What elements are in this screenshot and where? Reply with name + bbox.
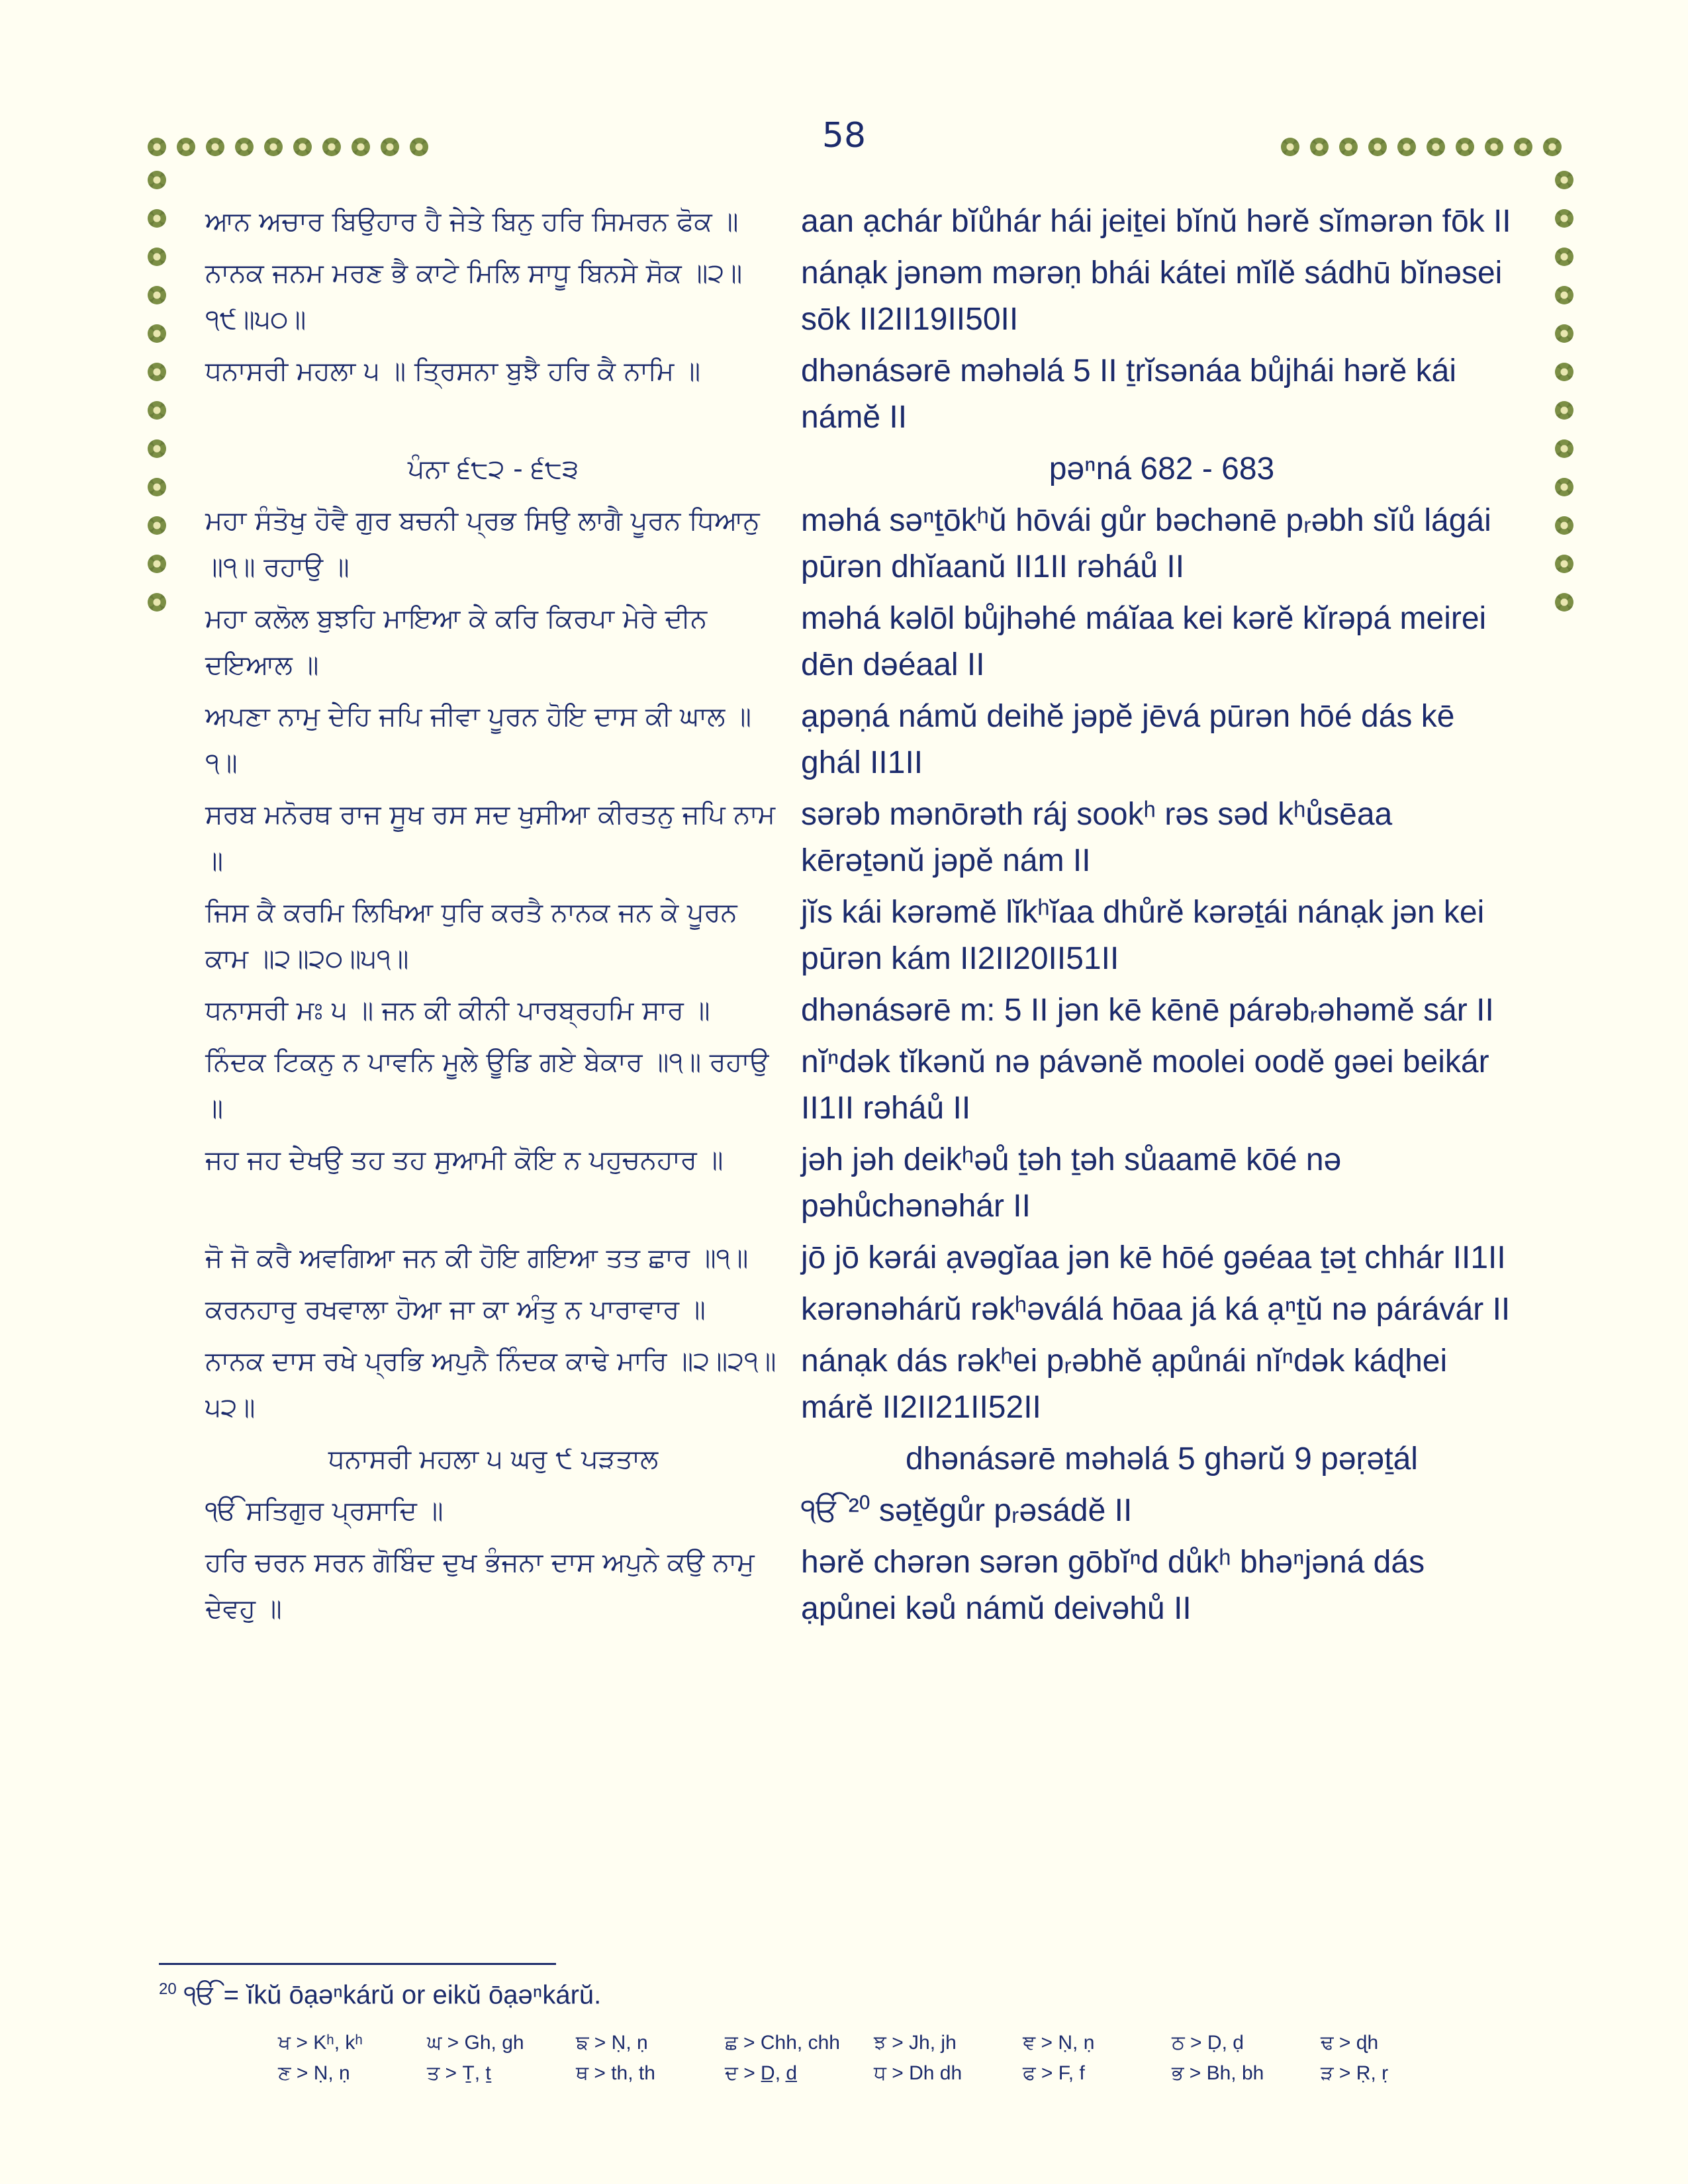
gurmukhi-text: ਜਹ ਜਹ ਦੇਖਉ ਤਹ ਤਹ ਸੁਆਮੀ ਕੋਇ ਨ ਪਹੁਚਨਹਾਰ ॥ xyxy=(205,1145,724,1175)
flower-ornament-icon xyxy=(1308,136,1331,158)
footnote-rule xyxy=(159,1963,556,1965)
verse-row xyxy=(205,987,1523,1034)
footnote-text: ੴ = ĭkŭ ōạəⁿkárŭ or eikŭ ōạəⁿkárŭ. xyxy=(183,1980,602,2010)
flower-ornament-icon xyxy=(146,399,168,422)
flower-ornament-icon xyxy=(146,322,168,345)
flower-ornament-icon xyxy=(291,136,314,158)
verse-row xyxy=(205,1039,1523,1132)
page-number: 58 xyxy=(821,116,867,156)
transliteration-text: nánạk dás rəkʰei pᵣəbhĕ ạpůnái nĭⁿdək káɖhei márĕ II2II21II52II xyxy=(801,1343,1448,1425)
flower-ornament-icon xyxy=(1553,207,1575,230)
flower-ornament-icon xyxy=(1279,136,1301,158)
gurmukhi-text: ਪੰਨਾ ੬੮੨ - ੬੮੩ xyxy=(407,454,579,484)
flower-ornament-icon xyxy=(1483,136,1505,158)
transliteration-text: məhá səⁿṯōkʰŭ hōvái gůr bəchənē pᵣəbh sĭů lágái pūrən dhĭaanŭ II1II rəháů II xyxy=(801,503,1491,584)
transliteration-text: jĭs kái kərəmĕ lĭkʰĭaa dhůrĕ kərəṯái nánạk jən kei pūrən kám II2II20II51II xyxy=(801,895,1485,976)
flower-ornament-icon xyxy=(1553,591,1575,614)
flower-ornament-icon xyxy=(146,553,168,575)
flower-ornament-icon xyxy=(1366,136,1389,158)
gurmukhi-text: ਸਰਬ ਮਨੋਰਥ ਰਾਜ ਸੂਖ ਰਸ ਸਦ ਖੁਸੀਆ ਕੀਰਤਨੁ ਜਪਿ ਨਾਮ ॥ xyxy=(205,799,776,876)
key-entry: ਞ > Ṇ, ṇ xyxy=(1023,2032,1095,2054)
transliteration-text: dhənásərē məhəlá 5 II ṯrĭsənáa bůjhái hərĕ kái námĕ II xyxy=(801,353,1456,435)
gurmukhi-text: ਹਰਿ ਚਰਨ ਸਰਨ ਗੋਬਿੰਦ ਦੁਖ ਭੰਜਨਾ ਦਾਸ ਅਪੁਨੇ ਕਉ ਨਾਮੁ ਦੇਵਹੁ ॥ xyxy=(205,1547,755,1624)
gurmukhi-text: ਨਾਨਕ ਜਨਮ ਮਰਣ ਭੈ ਕਾਟੇ ਮਿਲਿ ਸਾਧੂ ਬਿਨਸੇ ਸੋਕ ॥੨॥੧੯॥੫੦॥ xyxy=(205,258,743,335)
gurmukhi-text: ਆਨ ਅਚਾਰ ਬਿਉਹਾਰ ਹੈ ਜੇਤੇ ਬਿਨੁ ਹਰਿ ਸਿਮਰਨ ਫੋਕ ॥ xyxy=(205,206,739,237)
flower-ornament-icon xyxy=(1553,553,1575,575)
flower-ornament-icon xyxy=(320,136,343,158)
flower-ornament-icon xyxy=(379,136,401,158)
transliteration-key xyxy=(278,2032,1470,2085)
gurmukhi-text: ਧਨਾਸਰੀ ਮਹਲਾ ੫ ॥ ਤ੍ਰਿਸਨਾ ਬੁਝੈ ਹਰਿ ਕੈ ਨਾਮਿ ॥ xyxy=(205,356,701,387)
flower-ornament-icon xyxy=(146,246,168,268)
flower-ornament-icon xyxy=(146,437,168,460)
gurmukhi-text: ਨਾਨਕ ਦਾਸ ਰਖੇ ਪ੍ਰਭਿ ਅਪੁਨੈ ਨਿੰਦਕ ਕਾਢੇ ਮਾਰਿ ॥੨॥੨੧॥੫੨॥ xyxy=(205,1346,776,1423)
key-entry: ਥ > th, th xyxy=(576,2062,655,2084)
verse-row xyxy=(205,1287,1523,1333)
verse-row xyxy=(205,792,1523,884)
key-entry: ਧ > Dh dh xyxy=(874,2062,962,2084)
flower-ornament-icon xyxy=(1553,476,1575,498)
transliteration-text: nĭⁿdək tĭkənŭ nə pávənĕ moolei oodĕ gəei beikár II1II rəháů II xyxy=(801,1044,1489,1126)
key-entry: ੜ > Ṛ, ṛ xyxy=(1321,2062,1389,2084)
verse-row xyxy=(205,250,1523,343)
flower-ornament-icon xyxy=(146,514,168,537)
flower-ornament-icon xyxy=(146,361,168,383)
flower-ornament-icon xyxy=(1553,514,1575,537)
verse-row xyxy=(205,1488,1523,1534)
transliteration-text: pəⁿná 682 - 683 xyxy=(1049,451,1275,486)
border-right xyxy=(1553,169,1579,614)
verse-row xyxy=(205,1539,1523,1632)
key-entry: ਘ > Gh, gh xyxy=(427,2032,524,2054)
flower-ornament-icon xyxy=(1553,361,1575,383)
flower-ornament-icon xyxy=(1553,246,1575,268)
verse-row xyxy=(205,348,1523,441)
transliteration-text: hərĕ chərən sərən gōbĭⁿd důkʰ bhəⁿjəná dás ạpůnei kəů námŭ deivəhů II xyxy=(801,1545,1425,1626)
key-entry: ਫ > F, f xyxy=(1023,2062,1085,2084)
transliteration-text: sərəb mənōrəth ráj sookʰ rəs səd kʰůsēaa kērəṯənŭ jəpĕ nám II xyxy=(801,797,1393,878)
gurmukhi-text: ੴ ਸਤਿਗੁਰ ਪ੍ਰਸਾਦਿ ॥ xyxy=(205,1496,444,1526)
verse-row xyxy=(205,1137,1523,1230)
flower-ornament-icon xyxy=(146,207,168,230)
gurmukhi-text: ਜਿਸ ਕੈ ਕਰਮਿ ਲਿਖਿਆ ਧੁਰਿ ਕਰਤੈ ਨਾਨਕ ਜਨ ਕੇ ਪੂਰਨ ਕਾਮ ॥੨॥੨੦॥੫੧॥ xyxy=(205,897,737,974)
flower-ornament-icon xyxy=(146,476,168,498)
flower-ornament-icon xyxy=(146,169,168,191)
flower-ornament-icon xyxy=(1425,136,1447,158)
verse-table xyxy=(205,199,1523,1637)
verse-row xyxy=(205,446,1523,492)
verse-row xyxy=(205,694,1523,786)
flower-ornament-icon xyxy=(1337,136,1360,158)
flower-ornament-icon xyxy=(1541,136,1564,158)
flower-ornament-icon xyxy=(1553,399,1575,422)
transliteration-text: məhá kəlōl bůjhəhé máĭaa kei kərĕ kĭrəpá meirei dēn dəéaal II xyxy=(801,601,1487,682)
flower-ornament-icon xyxy=(146,591,168,614)
key-entry: ਖ > Kʰ, kʰ xyxy=(278,2032,363,2054)
transliteration-text: ੴ ²⁰ səṯĕgůr pᵣəsádĕ II xyxy=(801,1493,1133,1528)
flower-ornament-icon xyxy=(1553,437,1575,460)
key-entry: ਭ > Bh, bh xyxy=(1172,2062,1264,2084)
transliteration-text: kərənəhárŭ rəkʰəválá hōaa já ká ạⁿṯŭ nə párávár II xyxy=(801,1292,1511,1327)
verse-row xyxy=(205,596,1523,688)
flower-ornament-icon xyxy=(408,136,430,158)
key-entry: ਙ > Ṇ, ṇ xyxy=(576,2032,648,2054)
border-top-left xyxy=(146,136,430,162)
key-entry: ਢ > ɖh xyxy=(1321,2032,1379,2054)
transliteration-text: nánạk jənəm mərəṇ bhái kátei mĭlĕ sádhū bĭnəsei sōk II2II19II50II xyxy=(801,255,1503,337)
transliteration-text: dhənásərē m: 5 II jən kē kēnē párəbᵣəhəmĕ sár II xyxy=(801,993,1494,1028)
transliteration-text: aan ạchár bĭůhár hái jeiṯei bĭnŭ hərĕ sĭmərən fōk II xyxy=(801,204,1511,239)
flower-ornament-icon xyxy=(1454,136,1476,158)
transliteration-text: ạpəṇá námŭ deihĕ jəpĕ jēvá pūrən hōé dás kē ghál II1II xyxy=(801,699,1455,780)
transliteration-text: jəh jəh deikʰəů ṯəh ṯəh sůaamē kōé nə pəhůchənəhár II xyxy=(801,1142,1342,1224)
verse-row xyxy=(205,1338,1523,1431)
key-entry: ਣ > Ṇ, ṇ xyxy=(278,2062,350,2084)
footnote-mark: 20 xyxy=(159,1980,177,1998)
key-entry: ਠ > Ḍ, ḍ xyxy=(1172,2032,1244,2054)
footnote xyxy=(159,1980,601,2010)
flower-ornament-icon xyxy=(1553,322,1575,345)
flower-ornament-icon xyxy=(146,284,168,306)
key-entry: ਝ > Jh, jh xyxy=(874,2032,957,2054)
gurmukhi-text: ਨਿੰਦਕ ਟਿਕਨੁ ਨ ਪਾਵਨਿ ਮੂਲੇ ਊਡਿ ਗਏ ਬੇਕਾਰ ॥੧॥ ਰਹਾਉ ॥ xyxy=(205,1047,769,1124)
border-left xyxy=(146,169,172,614)
verse-row xyxy=(205,1235,1523,1281)
flower-ornament-icon xyxy=(1512,136,1534,158)
flower-ornament-icon xyxy=(146,136,168,158)
flower-ornament-icon xyxy=(1553,284,1575,306)
border-top-right xyxy=(1279,136,1564,162)
key-entry: ਦ > D̲, d̲ xyxy=(725,2062,798,2084)
gurmukhi-text: ਮਹਾ ਕਲੋਲ ਬੁਝਹਿ ਮਾਇਆ ਕੇ ਕਰਿ ਕਿਰਪਾ ਮੇਰੇ ਦੀਨ ਦਇਆਲ ॥ xyxy=(205,604,708,680)
gurmukhi-text: ਜੋ ਜੋ ਕਰੈ ਅਵਗਿਆ ਜਨ ਕੀ ਹੋਇ ਗਇਆ ਤਤ ਛਾਰ ॥੧॥ xyxy=(205,1243,749,1273)
verse-row xyxy=(205,498,1523,590)
flower-ornament-icon xyxy=(1395,136,1418,158)
transliteration-text: dhənásərē məhəlá 5 ghərŭ 9 pəṛəṯál xyxy=(906,1441,1418,1477)
flower-ornament-icon xyxy=(262,136,285,158)
verse-row xyxy=(205,199,1523,245)
flower-ornament-icon xyxy=(1553,169,1575,191)
flower-ornament-icon xyxy=(233,136,256,158)
transliteration-text: jō jō kərái ạvəgĭaa jən kē hōé gəéaa ṯəṯ chhár II1II xyxy=(801,1240,1506,1275)
gurmukhi-text: ਕਰਨਹਾਰੁ ਰਖਵਾਲਾ ਹੋਆ ਜਾ ਕਾ ਅੰਤੁ ਨ ਪਾਰਾਵਾਰ ॥ xyxy=(205,1295,706,1325)
key-entry: ਤ > Ṯ, ṯ xyxy=(427,2062,491,2084)
gurmukhi-text: ਧਨਾਸਰੀ ਮਹਲਾ ੫ ਘਰੁ ੯ ਪੜਤਾਲ xyxy=(328,1444,659,1475)
gurmukhi-text: ਧਨਾਸਰੀ ਮਃ ੫ ॥ ਜਨ ਕੀ ਕੀਨੀ ਪਾਰਬ੍ਰਹਮਿ ਸਾਰ ॥ xyxy=(205,995,710,1026)
flower-ornament-icon xyxy=(350,136,372,158)
gurmukhi-text: ਅਪਣਾ ਨਾਮੁ ਦੇਹਿ ਜਪਿ ਜੀਵਾ ਪੂਰਨ ਹੋਇ ਦਾਸ ਕੀ ਘਾਲ ॥੧॥ xyxy=(205,702,751,778)
verse-row xyxy=(205,1436,1523,1482)
verse-row xyxy=(205,889,1523,982)
flower-ornament-icon xyxy=(204,136,226,158)
flower-ornament-icon xyxy=(175,136,197,158)
key-entry: ਛ > Chh, chh xyxy=(725,2032,840,2054)
gurmukhi-text: ਮਹਾ ਸੰਤੋਖੁ ਹੋਵੈ ਗੁਰ ਬਚਨੀ ਪ੍ਰਭ ਸਿਉ ਲਾਗੈ ਪੂਰਨ ਧਿਆਨੁ ॥੧॥ ਰਹਾਉ ॥ xyxy=(205,506,760,582)
